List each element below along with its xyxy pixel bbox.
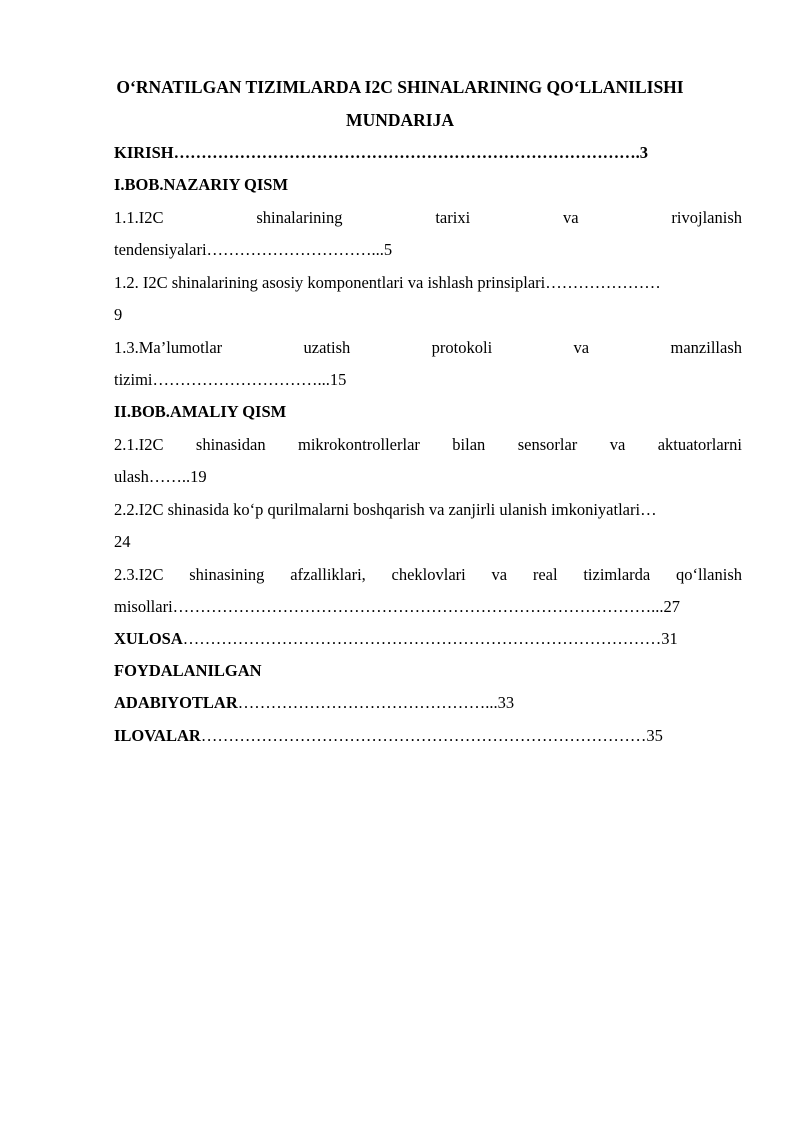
toc-entry-adabiyotlar-leader: ………………………………………...33 — [237, 693, 515, 712]
toc-entry-xulosa-label: XULOSA — [114, 629, 183, 648]
toc-entry-xulosa — [114, 628, 742, 650]
toc-entry-2-3: 2.3.I2C shinasining afzalliklari, cheklovlari va real tizimlarda qo‘llanish — [114, 565, 742, 584]
toc-entry-1-1-cont: tendensiyalari…………………………...5 — [114, 240, 393, 259]
toc-entry-ilovalar-label: ILOVALAR — [114, 726, 201, 745]
document-title: O‘RNATILGAN TIZIMLARDA I2C SHINALARINING QO‘LLANILISHI — [116, 77, 684, 97]
toc-heading: MUNDARIJA — [346, 110, 454, 130]
toc-entry-1-2-page: 9 — [114, 305, 123, 324]
toc-entry-xulosa-leader: ……………………………………………………………………………31 — [182, 629, 678, 648]
toc-entry-kirish: KIRISH………………………………………………………………………….3 — [114, 143, 648, 162]
toc-entry-1-1: 1.1.I2C shinalarining tarixi va rivojlanish — [114, 208, 742, 227]
toc-entry-2-3-cont: misollari……………………………………………………………………………...27 — [114, 597, 681, 616]
toc-entry-2-2-page: 24 — [114, 532, 131, 551]
toc-entry-2-1: 2.1.I2C shinasidan mikrokontrollerlar bilan sensorlar va aktuatorlarni — [114, 435, 742, 454]
toc-chapter-1-heading: I.BOB.NAZARIY QISM — [114, 175, 289, 194]
toc-entry-2-1-cont: ulash……..19 — [114, 467, 207, 486]
toc-entry-2-2: 2.2.I2C shinasida ko‘p qurilmalarni boshqarish va zanjirli ulanish imkoniyatlari… — [114, 500, 657, 519]
toc-entry-adabiyotlar-label: ADABIYOTLAR — [114, 693, 238, 712]
toc-entry-ilovalar — [114, 725, 742, 747]
toc-chapter-2-heading: II.BOB.AMALIY QISM — [114, 402, 287, 421]
toc-entry-1-3-cont: tizimi…………………………...15 — [114, 370, 347, 389]
toc-entry-1-2: 1.2. I2C shinalarining asosiy komponentlari va ishlash prinsiplari………………… — [114, 273, 661, 292]
toc-entry-ilovalar-leader: ………………………………………………………………………35 — [200, 726, 663, 745]
toc-entry-1-3: 1.3.Ma’lumotlar uzatish protokoli va manzillash — [114, 338, 742, 357]
toc-entry-adabiyotlar — [114, 692, 742, 714]
toc-entry-foydalanilgan: FOYDALANILGAN — [114, 661, 262, 680]
